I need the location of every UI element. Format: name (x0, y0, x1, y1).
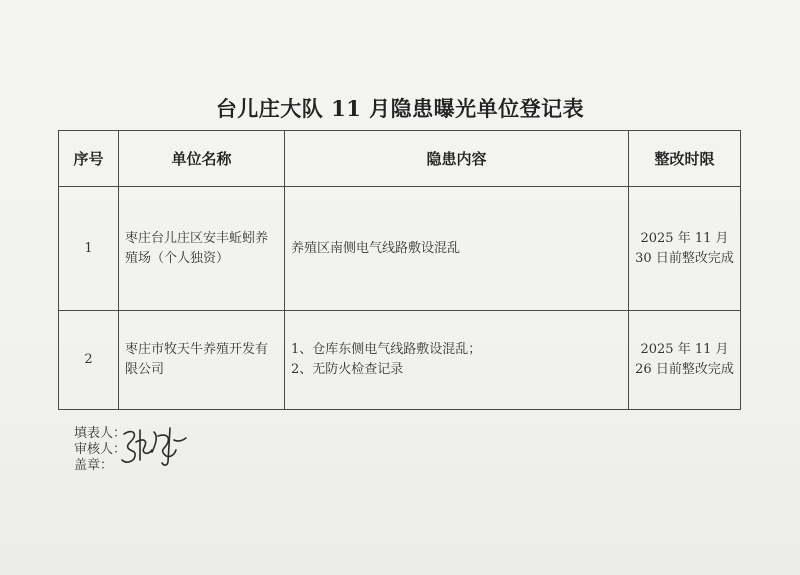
hazard-line: 1、仓库东侧电气线路敷设混乱； (291, 342, 482, 357)
row-unit-name: 枣庄市牧天牛养殖开发有限公司 (119, 311, 285, 410)
row-seq: 1 (59, 187, 119, 311)
reviewer-label: 审核人： (74, 442, 127, 457)
page-title: 台儿庄大队 11 月隐患曝光单位登记表 (215, 96, 585, 121)
table-header-row (59, 131, 741, 187)
seal-label: 盖章： (74, 458, 114, 473)
row-hazard (285, 311, 629, 410)
hazard-line: 2、无防火检查记录 (291, 362, 404, 377)
row-hazard (285, 187, 629, 311)
row-seq: 2 (59, 311, 119, 410)
header-seq: 序号 (59, 131, 119, 187)
handwritten-signature (118, 422, 190, 468)
table-row (59, 187, 741, 311)
header-unit: 单位名称 (119, 131, 285, 187)
header-hazard: 隐患内容 (285, 131, 629, 187)
filler-label: 填表人： (74, 426, 127, 441)
row-unit-name: 枣庄台儿庄区安丰蚯蚓养殖场（个人独资） (119, 187, 285, 311)
header-deadline: 整改时限 (629, 131, 741, 187)
table-row (59, 311, 741, 410)
hazard-line: 养殖区南侧电气线路敷设混乱 (291, 240, 461, 256)
row-deadline: 2025 年 11 月 26 日前整改完成 (629, 311, 741, 410)
registration-table (58, 130, 741, 410)
row-deadline: 2025 年 11 月 30 日前整改完成 (629, 187, 741, 311)
